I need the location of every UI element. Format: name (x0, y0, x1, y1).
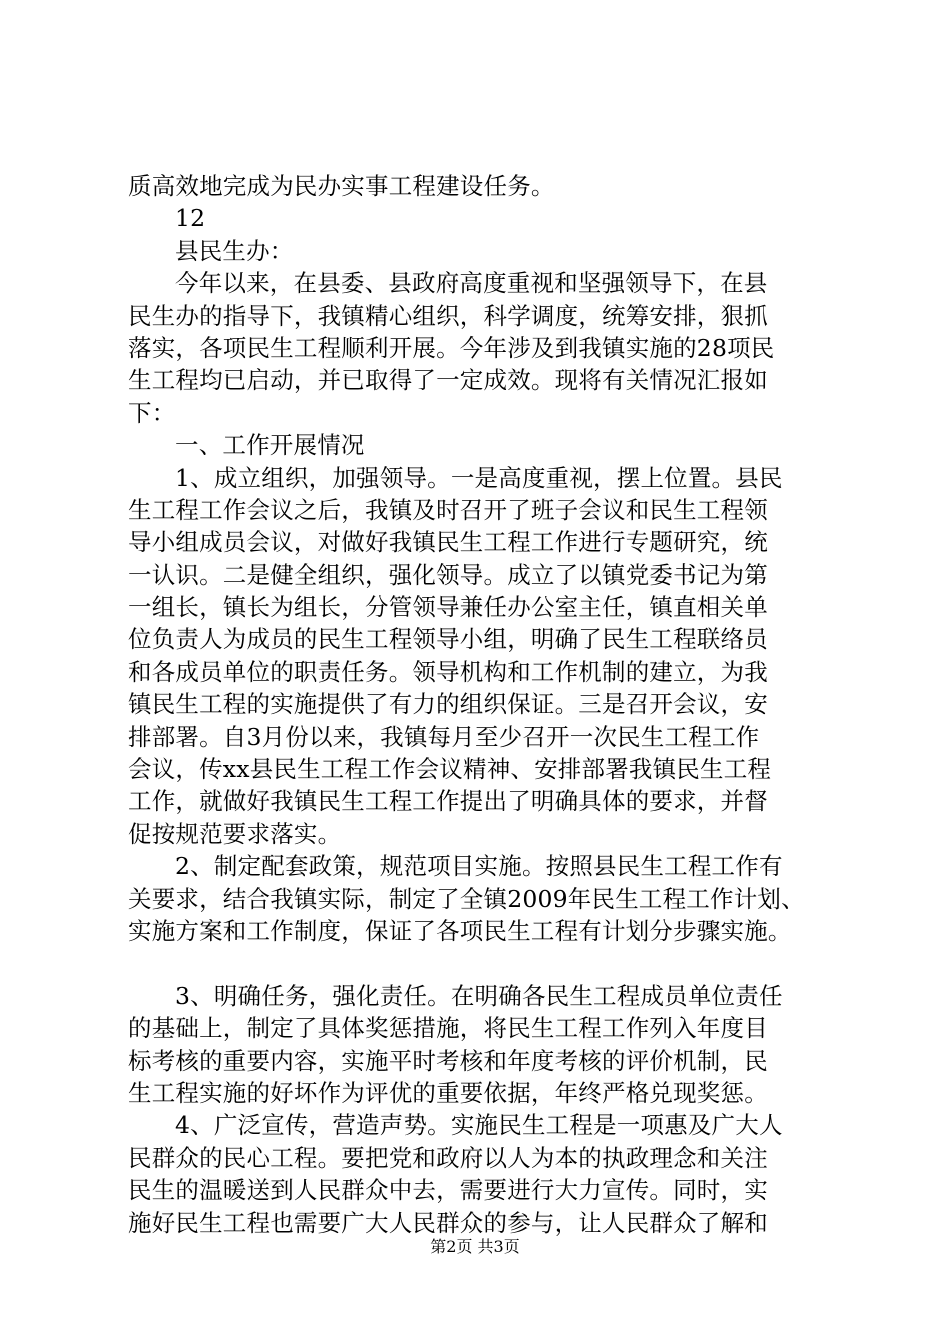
text-line: 和各成员单位的职责任务。领导机构和工作机制的建立，为我 (128, 657, 768, 686)
text-line (128, 947, 840, 979)
text-line: 下： (128, 398, 176, 427)
text-line: 排部署。自3月份以来，我镇每月至少召开一次民生工程工作 (128, 722, 760, 751)
text-line: 4、广泛宣传，营造声势。实施民生工程是一项惠及广大人 (175, 1111, 783, 1140)
text-line: 生工程实施的好坏作为评优的重要依据，年终严格兑现奖惩。 (128, 1078, 768, 1107)
document-body (128, 170, 840, 1239)
text-line: 2、制定配套政策，规范项目实施。按照县民生工程工作有 (175, 852, 783, 881)
text-line: 生工程工作会议之后，我镇及时召开了班子会议和民生工程领 (128, 495, 768, 524)
text-line: 促按规范要求落实。 (128, 819, 342, 848)
text-line: 质高效地完成为民办实事工程建设任务。 (128, 172, 555, 200)
text-line: 1、成立组织，加强领导。一是高度重视，摆上位置。县民 (175, 463, 783, 492)
text-line: 位负责人为成员的民生工程领导小组，明确了民生工程联络员 (128, 625, 768, 654)
text-line: 一认识。二是健全组织，强化领导。成立了以镇党委书记为第 (128, 560, 768, 589)
text-line: 12 (175, 204, 206, 233)
text-line: 关要求，结合我镇实际，制定了全镇2009年民生工程工作计划、 (128, 884, 805, 913)
text-line: 施好民生工程也需要广大人民群众的参与，让人民群众了解和 (128, 1208, 768, 1237)
text-line: 民生的温暖送到人民群众中去，需要进行大力宣传。同时，实 (128, 1176, 768, 1205)
text-line: 镇民生工程的实施提供了有力的组织保证。三是召开会议，安 (128, 690, 768, 719)
text-line: 民群众的民心工程。要把党和政府以人为本的执政理念和关注 (128, 1143, 768, 1172)
text-line: 今年以来，在县委、县政府高度重视和坚强领导下，在县 (175, 269, 768, 298)
text-line: 会议，传xx县民生工程工作会议精神、安排部署我镇民生工程 (128, 755, 772, 784)
page-footer: 第2页 共3页 (430, 1237, 520, 1256)
text-line: 生工程均已启动，并已取得了一定成效。现将有关情况汇报如 (128, 366, 768, 395)
text-line: 一、工作开展情况 (175, 431, 365, 460)
text-line: 工作，就做好我镇民生工程工作提出了明确具体的要求，并督 (128, 787, 768, 816)
text-line: 县民生办： (175, 236, 294, 265)
text-line: 民生办的指导下，我镇精心组织，科学调度，统筹安排，狠抓 (128, 301, 768, 330)
text-line: 一组长，镇长为组长，分管领导兼任办公室主任，镇直相关单 (128, 593, 768, 622)
text-line: 的基础上，制定了具体奖惩措施，将民生工程工作列入年度目 (128, 1014, 768, 1043)
text-line: 实施方案和工作制度，保证了各项民生工程有计划分步骤实施。 (128, 916, 792, 945)
text-line: 导小组成员会议，对做好我镇民生工程工作进行专题研究，统 (128, 528, 768, 557)
text-line: 3、明确任务，强化责任。在明确各民生工程成员单位责任 (175, 981, 783, 1010)
text-line: 标考核的重要内容，实施平时考核和年度考核的评价机制，民 (128, 1046, 768, 1075)
text-line: 落实，各项民生工程顺利开展。今年涉及到我镇实施的28项民 (128, 333, 775, 362)
